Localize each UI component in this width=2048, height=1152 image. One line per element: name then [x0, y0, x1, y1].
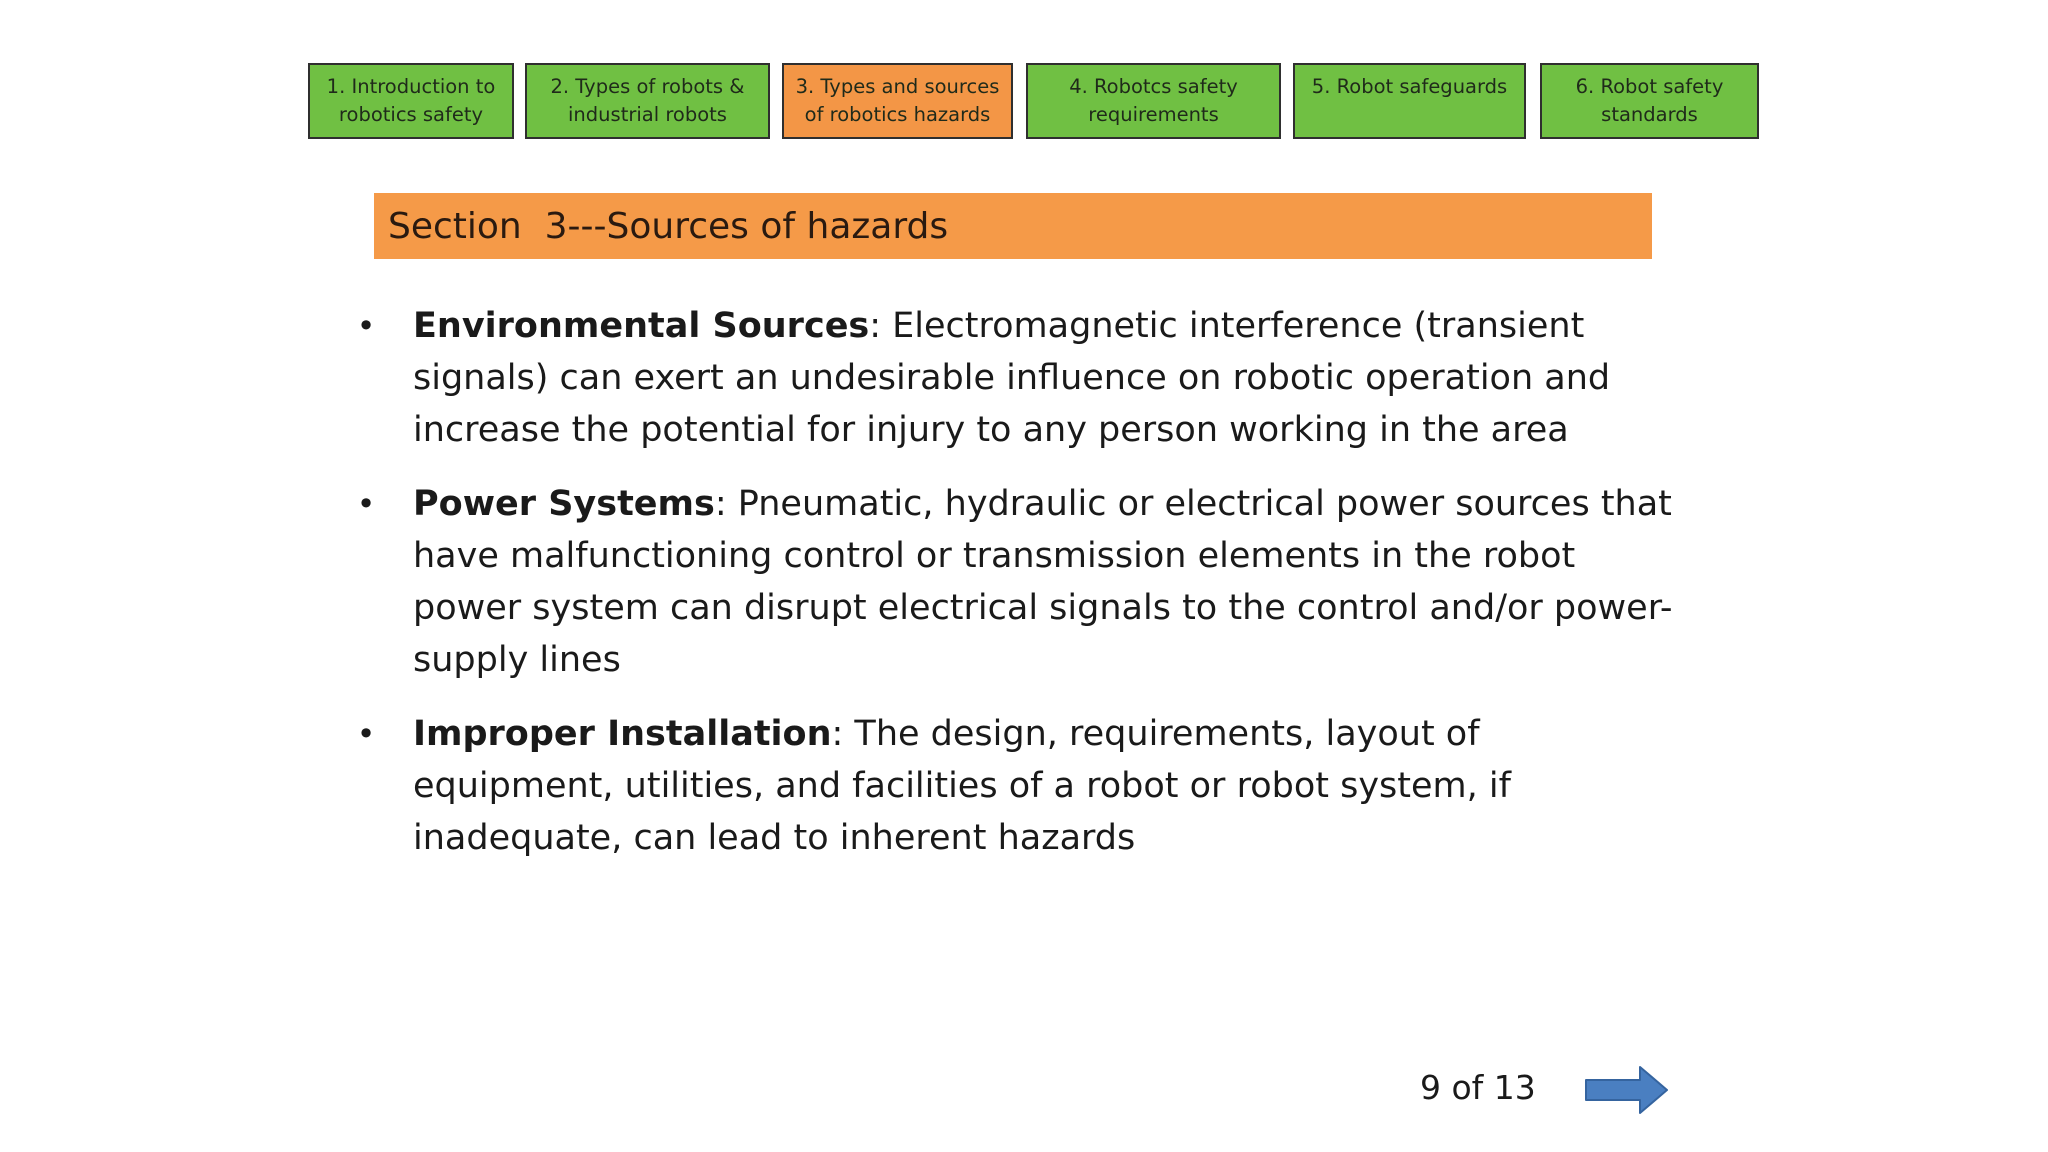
bullet-term: Power Systems — [413, 484, 715, 524]
next-slide-button[interactable] — [1584, 1064, 1670, 1116]
bullet-item-improper-installation — [356, 708, 1686, 864]
bullet-item-power-systems — [356, 478, 1686, 686]
right-arrow-icon — [1584, 1064, 1670, 1116]
bullet-marker: • — [356, 485, 376, 523]
bullet-text: : The design, requirements, layout of equipment, utilities, and facilities of a robot or robot system, if inadequate, can lead to inherent hazards — [413, 714, 1511, 858]
tab-label: 1. Introduction to robotics safety — [326, 75, 496, 126]
bullet-list — [356, 300, 1686, 886]
tab-introduction[interactable] — [308, 63, 514, 139]
tab-label: 4. Robotcs safety requirements — [1069, 75, 1238, 126]
section-title: Section 3---Sources of hazards — [388, 205, 949, 247]
tab-label: 3. Types and sources of robotics hazards — [795, 75, 1000, 126]
page-number: 9 of 13 — [1420, 1068, 1536, 1107]
tab-hazards[interactable] — [782, 63, 1013, 139]
section-title-bar — [374, 193, 1652, 259]
tab-label: 2. Types of robots & industrial robots — [550, 75, 745, 126]
bullet-term: Improper Installation — [413, 714, 832, 754]
bullet-marker: • — [356, 307, 376, 345]
tab-robot-safeguards[interactable] — [1293, 63, 1526, 139]
bullet-item-environmental — [356, 300, 1686, 456]
tab-types-of-robots[interactable] — [525, 63, 770, 139]
bullet-marker: • — [356, 715, 376, 753]
bullet-text: : Pneumatic, hydraulic or electrical power sources that have malfunctioning control or transmission elements in the robot power system can disrupt electrical signals to the control and/or power-supply lines — [413, 484, 1673, 680]
tab-safety-requirements[interactable] — [1026, 63, 1281, 139]
bullet-text: : Electromagnetic interference (transient signals) can exert an undesirable influence on robotic operation and increase the potential for injury to any person working in the area — [413, 306, 1611, 450]
tab-label: 5. Robot safeguards — [1311, 75, 1508, 98]
tab-label: 6. Robot safety standards — [1575, 75, 1724, 126]
bullet-term: Environmental Sources — [413, 306, 870, 346]
tab-safety-standards[interactable] — [1540, 63, 1759, 139]
